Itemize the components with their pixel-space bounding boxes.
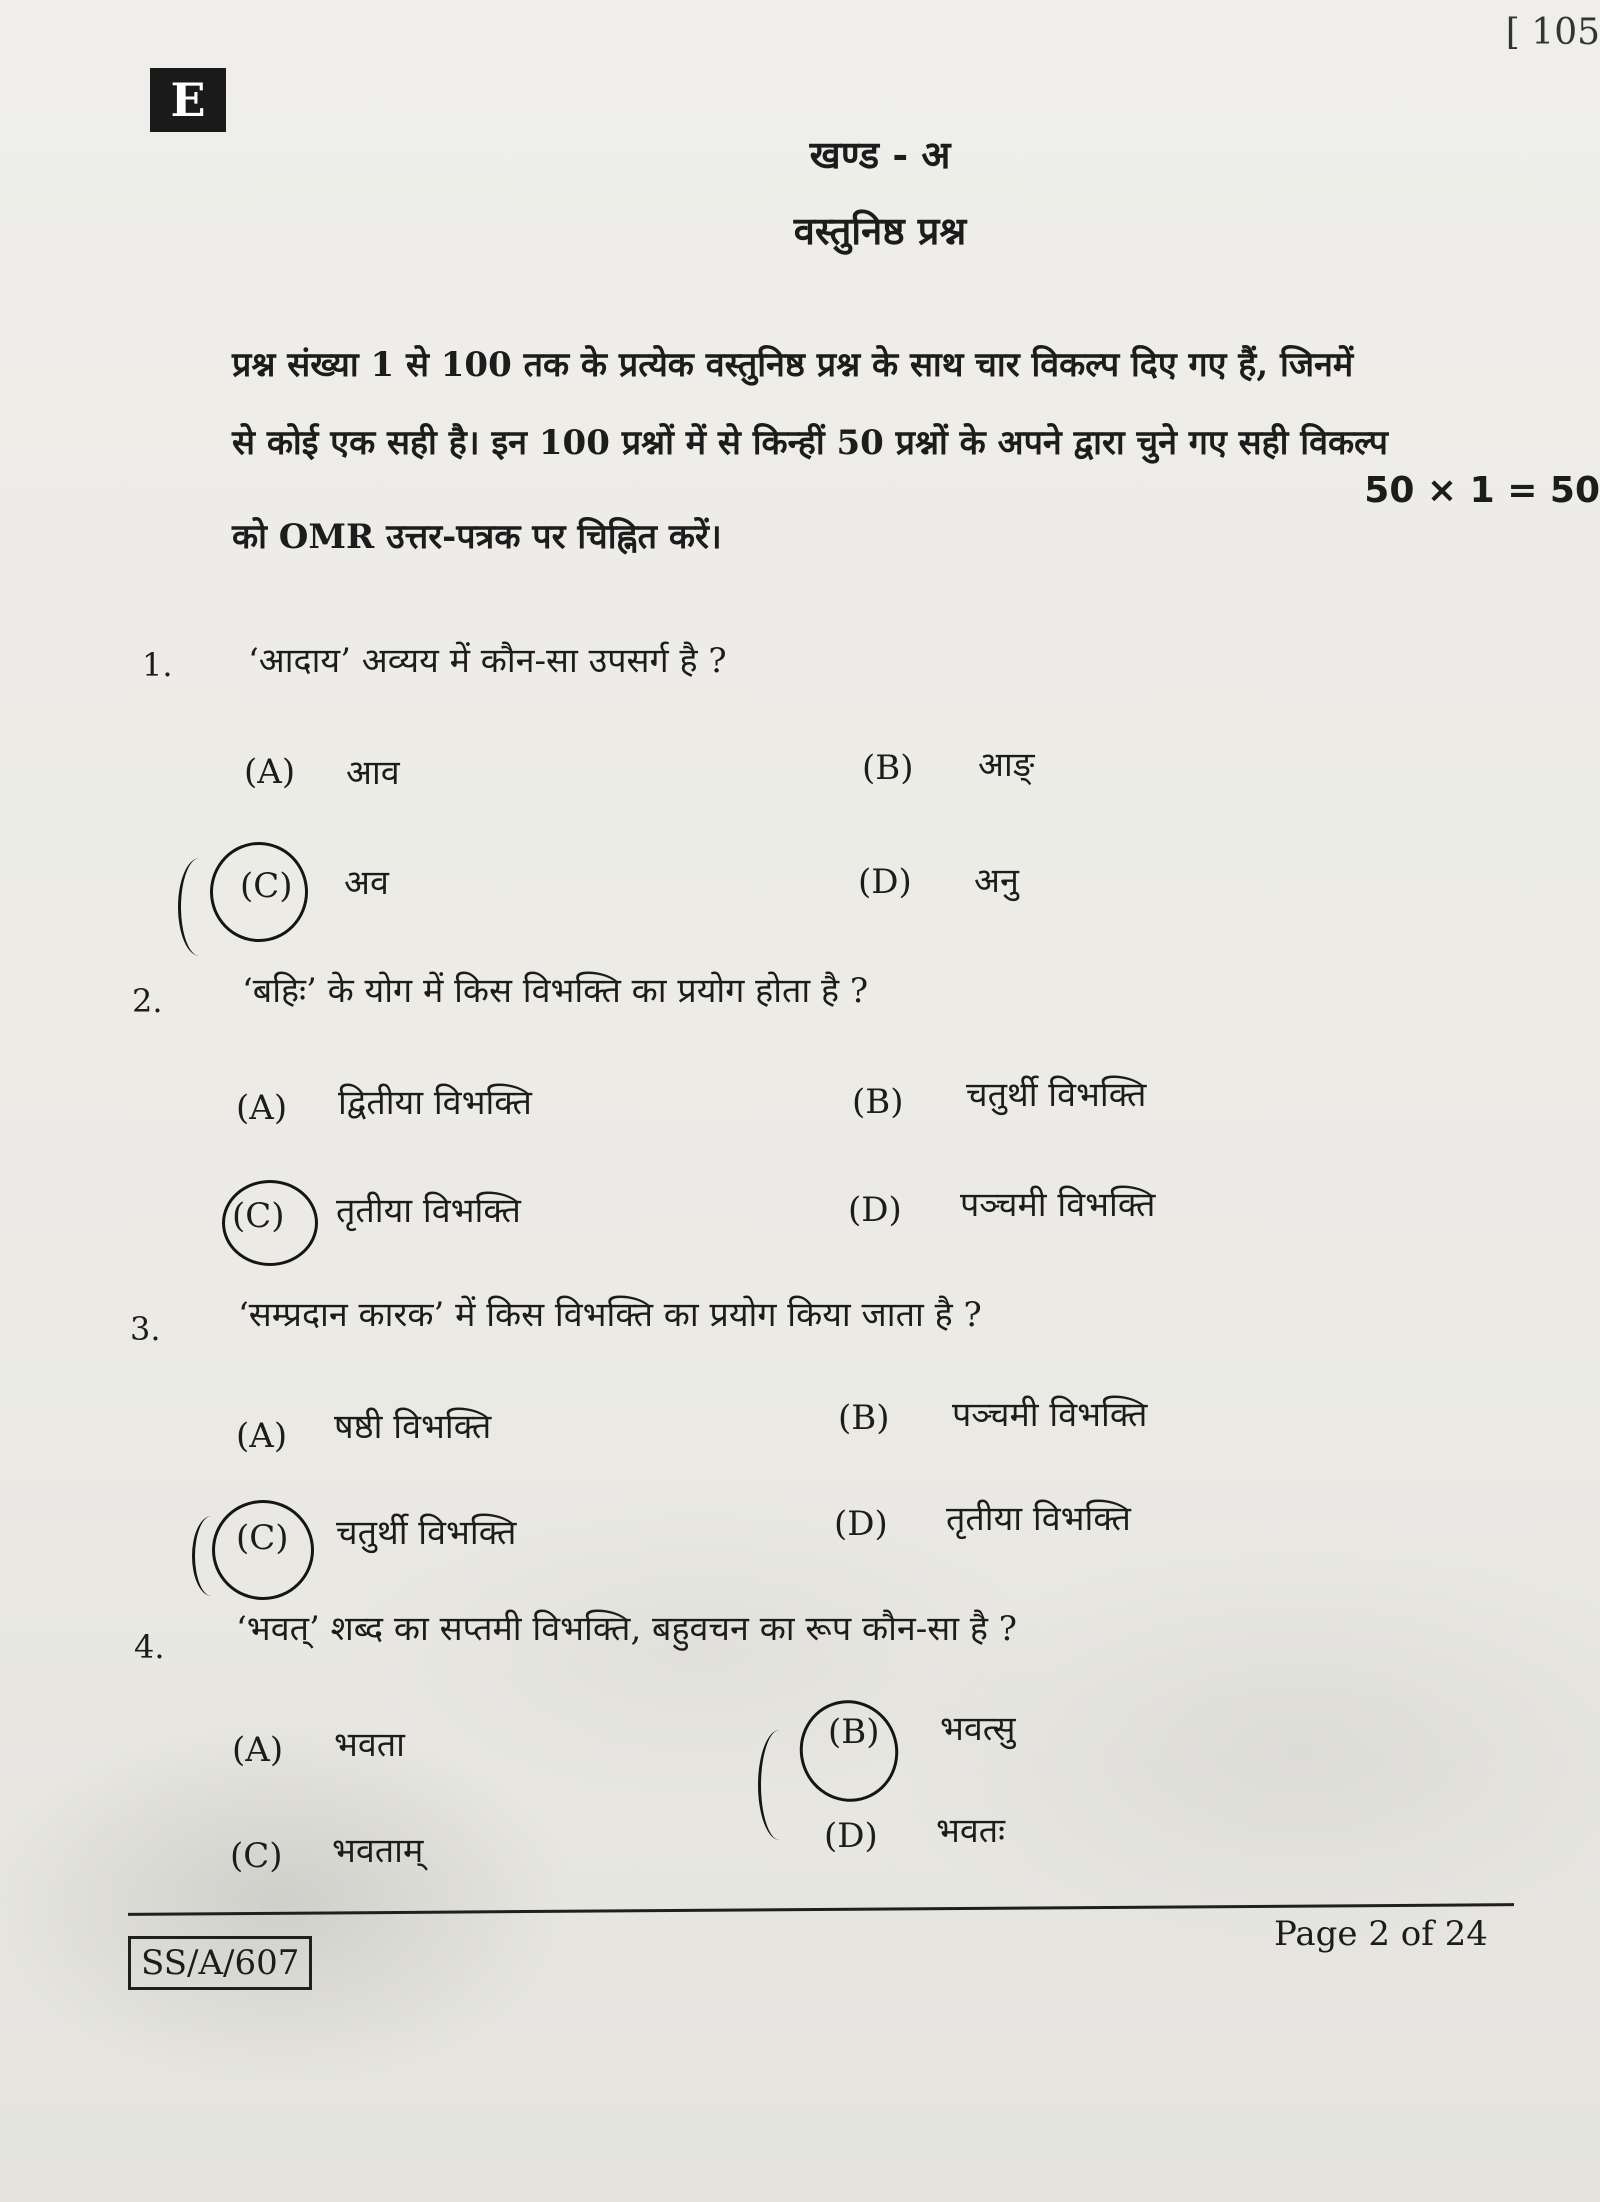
marks-scheme: 50 × 1 = 50: [1364, 470, 1600, 511]
instruction-line-2: से कोई एक सही है। इन 100 प्रश्नों में से किन्हीं 50 प्रश्नों के अपने द्वारा चुने गए सही विकल्प: [232, 423, 1388, 463]
option-label-b[interactable]: (B): [838, 1398, 890, 1438]
option-text-c: चतुर्थी विभक्ति: [336, 1513, 517, 1553]
option-label-a[interactable]: (A): [236, 1088, 288, 1128]
answer-circle-stroke: [758, 1730, 801, 1840]
option-label-c[interactable]: (C): [232, 1196, 285, 1236]
option-label-d[interactable]: (D): [848, 1190, 902, 1230]
question-number: 2.: [132, 982, 163, 1020]
answer-circle-stroke: [192, 1516, 231, 1596]
instruction-line-1: प्रश्न संख्या 1 से 100 तक के प्रत्येक वस्तुनिष्ठ प्रश्न के साथ चार विकल्प दिए गए हैं, जिनमें: [232, 345, 1354, 385]
option-label-a[interactable]: (A): [236, 1416, 288, 1456]
option-text-b: भवत्सु: [940, 1709, 1016, 1749]
question-number: 4.: [134, 1628, 165, 1666]
section-title: खण्ड - अ: [809, 132, 951, 177]
question-text: ‘आदाय’ अव्यय में कौन-सा उपसर्ग है ?: [248, 641, 727, 681]
page-number: Page 2 of 24: [1274, 1914, 1488, 1954]
option-label-d[interactable]: (D): [834, 1504, 888, 1544]
option-label-a[interactable]: (A): [232, 1730, 284, 1770]
option-text-c: तृतीया विभक्ति: [336, 1191, 521, 1231]
option-label-c[interactable]: (C): [230, 1836, 283, 1876]
option-label-c[interactable]: (C): [240, 866, 293, 906]
option-text-b: पञ्चमी विभक्ति: [952, 1395, 1148, 1435]
option-text-a: षष्ठी विभक्ति: [334, 1407, 492, 1447]
option-label-b[interactable]: (B): [828, 1712, 880, 1752]
option-text-d: पञ्चमी विभक्ति: [960, 1185, 1156, 1225]
option-text-d: तृतीया विभक्ति: [946, 1499, 1131, 1539]
option-label-b[interactable]: (B): [852, 1082, 904, 1122]
question-text: ‘भवत्’ शब्द का सप्तमी विभक्ति, बहुवचन का रूप कौन-सा है ?: [236, 1609, 1017, 1649]
option-text-b: आङ्: [978, 745, 1035, 785]
instruction-line-3: को OMR उत्तर-पत्रक पर चिह्नित करें।: [232, 517, 722, 557]
option-text-d: अनु: [974, 861, 1019, 901]
option-label-d[interactable]: (D): [858, 862, 912, 902]
page-reference: [ 105: [1505, 12, 1600, 53]
option-text-a: द्वितीया विभक्ति: [338, 1083, 532, 1123]
option-text-a: आव: [346, 753, 400, 793]
option-text-d: भवतः: [936, 1811, 1006, 1851]
question-text: ‘सम्प्रदान कारक’ में किस विभक्ति का प्रयोग किया जाता है ?: [238, 1295, 982, 1335]
section-subtitle: वस्तुनिष्ठ प्रश्न: [793, 208, 967, 253]
option-label-b[interactable]: (B): [862, 748, 914, 788]
question-number: 3.: [130, 1310, 161, 1348]
paper-code: SS/A/607: [128, 1936, 312, 1990]
option-label-c[interactable]: (C): [236, 1518, 289, 1558]
option-label-a[interactable]: (A): [244, 752, 296, 792]
option-text-b: चतुर्थी विभक्ति: [966, 1075, 1147, 1115]
set-code-badge: E: [150, 68, 226, 132]
question-text: ‘बहिः’ के योग में किस विभक्ति का प्रयोग होता है ?: [242, 971, 869, 1011]
option-label-d[interactable]: (D): [824, 1816, 878, 1856]
option-text-a: भवता: [334, 1725, 405, 1765]
option-text-c: अव: [344, 863, 389, 903]
answer-circle-stroke: [178, 858, 221, 956]
option-text-c: भवताम्: [332, 1831, 424, 1871]
question-number: 1.: [142, 646, 173, 684]
